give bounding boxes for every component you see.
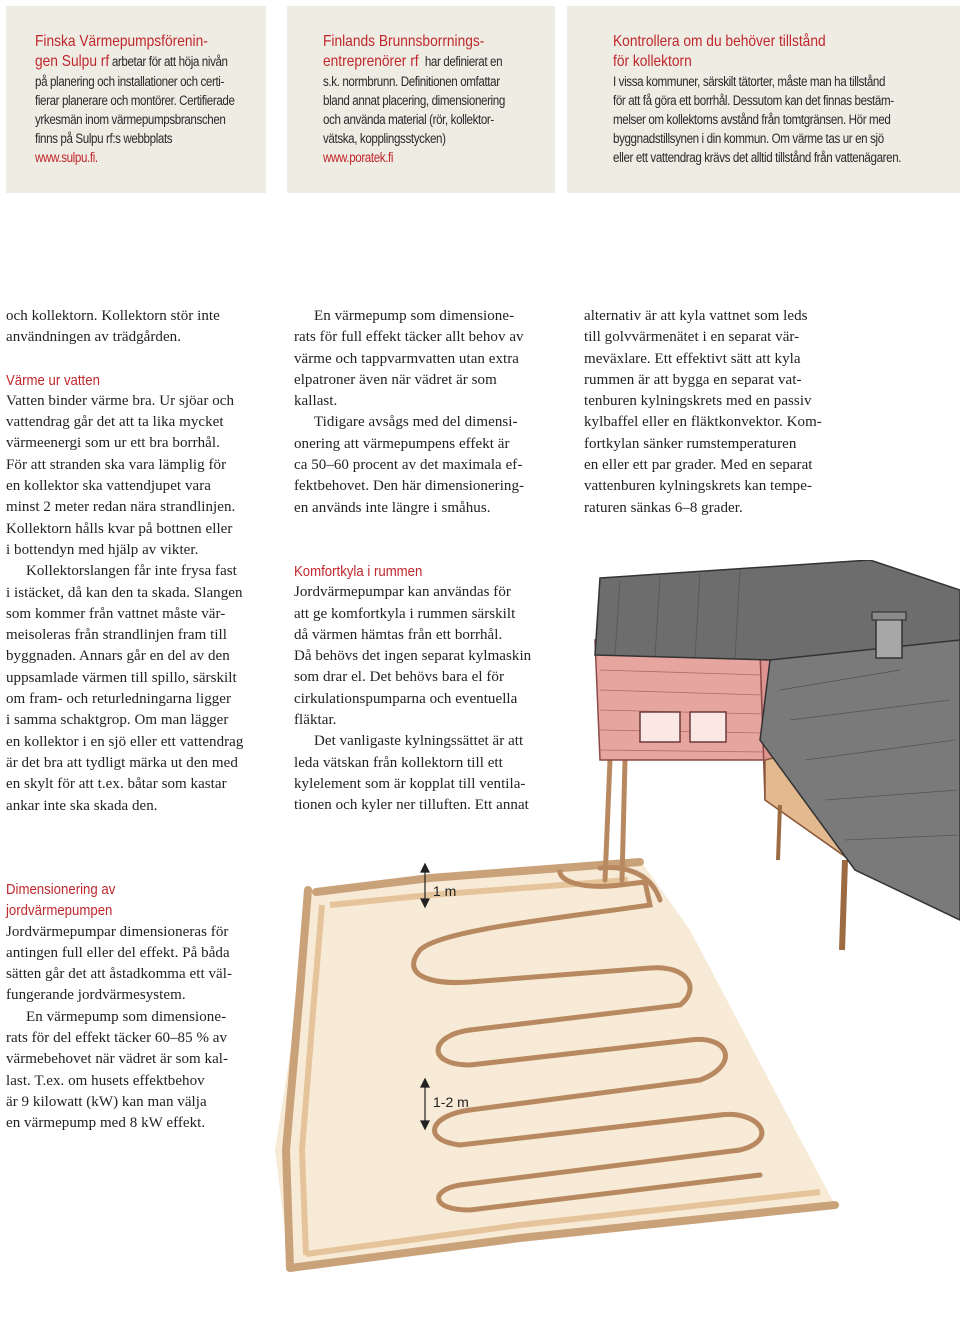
body-text: fektbehovet. Den här dimensionering- [294,478,525,495]
box-text: för att få göra ett borrhål. Dessutom kan det finnas bestäm- [613,93,894,108]
box-text: och använda material (rör, kollektor- [323,112,494,127]
box-text: I vissa kommuner, särskilt tätorter, måste man ha tillstånd [613,74,886,89]
box-text: yrkesmän inom värmepumpsbranschen [35,112,226,127]
section-heading: jordvärmepumpen [6,902,113,920]
body-text: rummen är att bygga en separat vat- [584,371,802,388]
box-text: vätska, kopplingsstycken) [323,131,446,146]
body-text: En värmepump som dimensione- [314,308,515,324]
body-text: en kollektor i en sjö eller ett vattendrag [6,733,244,750]
body-text: att ge komfortkyla i rummen särskilt [294,605,516,622]
ground-collector-illustration [250,560,960,1280]
body-text: då värmen hämtas från ett borrhål. [294,626,503,643]
body-text: en värmepump med 8 kW effekt. [6,1115,206,1132]
body-text: fungerande jordvärmesystem. [6,987,186,1004]
body-text: är 9 kilowatt (kW) kan man välja [6,1093,207,1110]
body-text: vattendrag går det att ta lika mycket [6,414,224,431]
body-text: antingen full eller del effekt. På båda [6,944,230,961]
body-text: i samma schaktgrop. Om man lägger [6,712,229,729]
body-text: onering att värmepumpens effekt är [294,435,510,452]
body-text: Tidigare avsågs med del dimensi- [314,414,518,431]
body-text: i bottendyn med hjälp av vikter. [6,541,199,558]
body-text: Jordvärmepumpar kan användas för [294,584,511,601]
column-3 [584,306,822,519]
body-text: Kollektorslangen får inte frysa fast [26,563,237,580]
body-text: kylbaffel eller en fläktkonvektor. Kom- [584,414,822,431]
body-text: ankar inte ska skada den. [6,797,158,814]
box-title: Finska Värmepumpsförenin- [35,33,208,50]
section-heading: Dimensionering av [6,881,116,898]
body-text: Jordvärmepumpar dimensioneras för [6,923,229,940]
body-text: och kollektorn. Kollektorn stör inte [6,308,220,324]
body-text: en används inte längre i småhus. [294,499,491,516]
body-text: fläktar. [294,712,337,729]
body-text: Kollektorn hålls kvar på bottnen eller [6,520,233,537]
body-text: elpatroner även när vädret är som [294,371,497,388]
box-text: byggnadstillsynen i din kommun. Om värme tas ur en sjö [613,131,884,146]
box-text: melser om kollektorns avstånd från tomtgränsen. Hör med [613,112,891,127]
body-text: som drar el. Det behövs bara el för [294,669,505,686]
box-title: entreprenörer rf [323,53,419,70]
body-text: minst 2 meter redan nära strandlinjen. [6,499,236,516]
body-text: värmebehovet när vädret är som kal- [6,1051,229,1068]
body-text: värmeenergi som ur ett bra borrhål. [6,435,220,452]
body-text: till golvvärmenätet i en separat vär- [584,329,800,346]
box-title: Kontrollera om du behöver tillstånd [613,33,826,50]
body-text: om fram- och returledningarna ligger [6,691,232,708]
box-text: finns på Sulpu rf:s webbplats [35,131,173,146]
body-text: byggnaden. Annars går en del av den [6,648,230,665]
sulpu-link[interactable]: www.sulpu.fi. [35,150,98,165]
body-text: kallast. [294,393,338,410]
body-text: vattenburen kylningskrets kan tempe- [584,478,812,495]
dimension-label-1m: 1 m [433,883,457,899]
body-text: en eller ett par grader. Med en separat [584,457,813,474]
body-text: rats för del effekt täcker 60–85 % av [6,1030,228,1047]
body-text: i istäcket, då kan den ta skada. Slangen [6,584,243,601]
info-box-sulpu [6,6,266,193]
body-text: tionen och kyler ner tilluften. Ett annat [294,797,529,814]
ground-plot [275,860,835,1270]
body-text: Det vanligaste kylningssättet är att [314,733,524,750]
body-text: För att stranden ska vara lämplig för [6,456,227,473]
poratek-link[interactable]: www.poratek.fi [323,150,394,165]
body-text: värme och tappvarmvatten utan extra [294,350,519,367]
body-text: alternativ är att kyla vattnet som leds [584,308,808,324]
body-text: leda vätskan från kollektorn till ett [294,754,503,771]
box-title: gen Sulpu rf [35,53,110,70]
body-text: som kommer från vattnet måste vär- [6,605,226,622]
body-text: fortkylan sänker rumstemperaturen [584,435,797,452]
body-text: kylelement som är kopplat till ventila- [294,775,526,792]
body-text: en kollektor ska vattendjupet vara [6,478,211,495]
body-text: meväxlare. Ett effektivt sätt att kyla [584,350,801,367]
box-title: Finlands Brunnsborrnings- [323,33,485,50]
box-text: har definierat en [422,54,503,69]
box-text: eller ett vattendrag krävs det alltid tillstånd från vattenägaren. [613,150,902,165]
box-text: fierar planerare och montörer. Certifierade [35,93,235,108]
body-text: är det bra att tydligt märka ut den med [6,754,238,771]
body-text: raturen sänkas 6–8 grader. [584,499,743,516]
section-heading: Komfortkyla i rummen [294,562,423,580]
body-text: användningen av trädgården. [6,329,182,346]
box-title: för kollektorn [613,53,692,70]
body-text: en skylt för att t.ex. båtar som kastar [6,776,227,793]
column-1 [6,306,243,817]
dimension-label-1-2m: 1-2 m [433,1094,469,1110]
info-box-poratek [287,6,555,193]
box-text: bland annat placering, dimensionering [323,93,505,108]
body-text: tenburen kylningskrets med en passiv [584,393,812,410]
box-text: på planering och installationer och certi- [35,74,224,89]
body-text: cirkulationspumparna och eventuella [294,690,518,707]
body-text: En värmepump som dimensione- [26,1008,227,1025]
info-box-permit [567,6,960,193]
body-text: meisoleras från strandlinjen fram till [6,627,227,644]
column-4 [6,879,232,1135]
body-text: Vatten binder värme bra. Ur sjöar och [6,392,235,409]
body-text: last. T.ex. om husets effektbehov [6,1072,205,1089]
section-heading: Värme ur vatten [6,371,100,389]
body-text: uppsamlade värmen till spillo, särskilt [6,669,237,686]
body-text: ca 50–60 procent av det maximala ef- [294,457,523,474]
box-text: s.k. normbrunn. Definitionen omfattar [323,74,500,89]
body-text: Då behövs det ingen separat kylmaskin [294,648,532,665]
body-text: sätten går det att åstadkomma ett väl- [6,966,232,983]
body-text: rats för full effekt täcker allt behov av [294,329,524,346]
box-text: arbetar för att höja nivån [109,54,228,69]
